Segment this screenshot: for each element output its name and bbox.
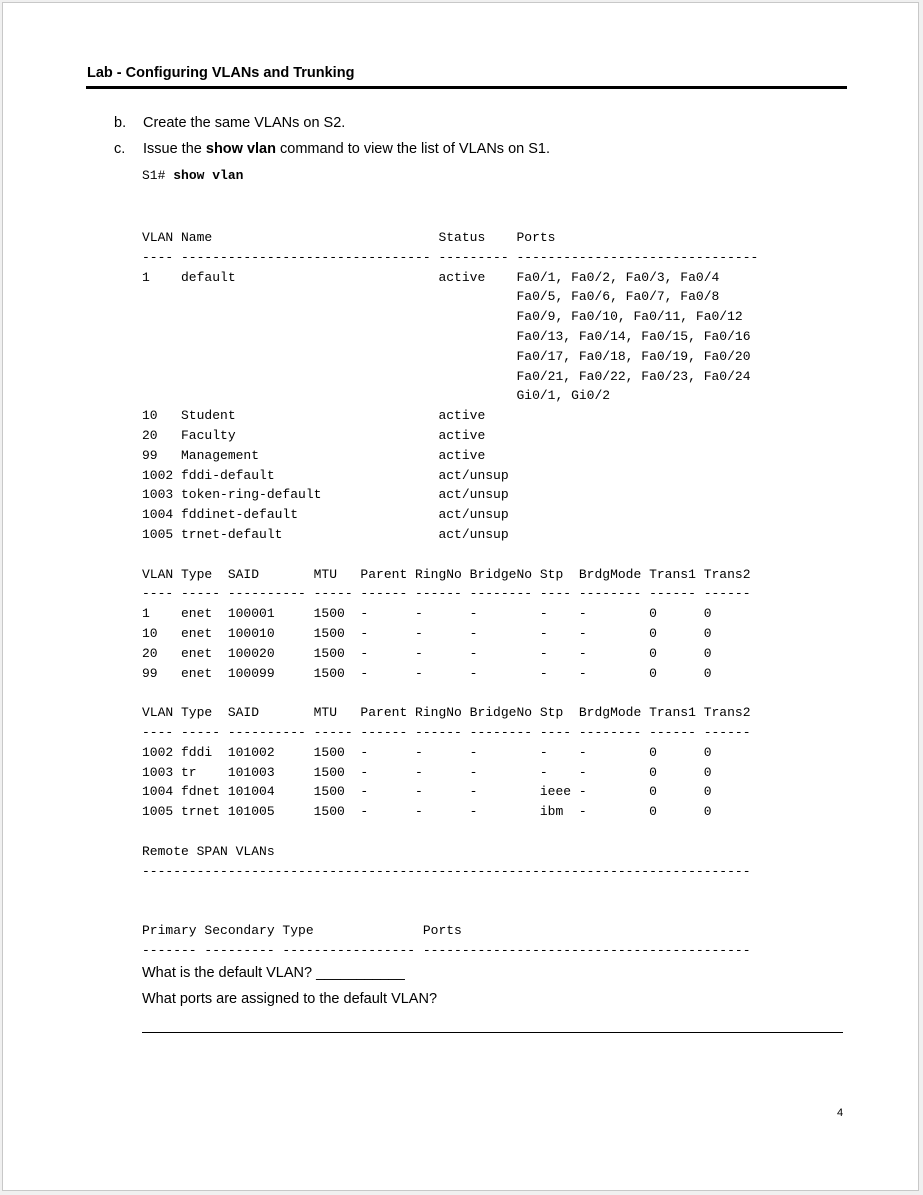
question-default-vlan: What is the default VLAN? ___________: [142, 965, 405, 981]
command-line: [142, 168, 243, 183]
output-line: 1 default active Fa0/1, Fa0/2, Fa0/3, Fa0/4: [142, 269, 720, 285]
step-b-text: Create the same VLANs on S2.: [143, 115, 346, 131]
output-line: 99 Management active: [142, 447, 486, 463]
command-prompt: S1#: [142, 168, 174, 183]
header-rule: [86, 86, 847, 89]
output-line: 20 enet 100020 1500 - - - - - 0 0: [142, 645, 712, 661]
output-line: Remote SPAN VLANs: [142, 843, 275, 859]
output-line: 1002 fddi 101002 1500 - - - - - 0 0: [142, 744, 712, 760]
output-line: 1005 trnet-default act/unsup: [142, 526, 509, 542]
output-line: VLAN Type SAID MTU Parent RingNo BridgeNo Stp BrdgMode Trans1 Trans2: [142, 566, 751, 582]
step-c-text: [143, 141, 550, 157]
output-line: Fa0/9, Fa0/10, Fa0/11, Fa0/12: [142, 309, 743, 325]
output-line: 1002 fddi-default act/unsup: [142, 467, 509, 483]
page-number: 4: [837, 1107, 844, 1119]
question-default-vlan-ports: What ports are assigned to the default VLAN?: [142, 991, 438, 1007]
command-text: show vlan: [173, 168, 244, 183]
step-c-text-after: command to view the list of VLANs on S1.: [275, 141, 550, 157]
output-line: 1003 token-ring-default act/unsup: [142, 487, 509, 503]
step-c-letter: c.: [114, 141, 126, 157]
output-line: ------- --------- ----------------- ------------------------------------------: [142, 942, 751, 958]
output-line: VLAN Name Status Ports: [142, 230, 556, 245]
output-line: 10 enet 100010 1500 - - - - - 0 0: [142, 625, 712, 641]
answer-line: [142, 1032, 843, 1033]
output-line: 99 enet 100099 1500 - - - - - 0 0: [142, 665, 712, 681]
output-line: 1003 tr 101003 1500 - - - - - 0 0: [142, 764, 712, 780]
output-line: Fa0/17, Fa0/18, Fa0/19, Fa0/20: [142, 348, 751, 364]
output-line: 20 Faculty active: [142, 427, 486, 443]
document-page: [2, 2, 919, 1191]
output-line: Primary Secondary Type Ports: [142, 922, 462, 938]
output-line: Fa0/5, Fa0/6, Fa0/7, Fa0/8: [142, 289, 720, 305]
output-line: Fa0/21, Fa0/22, Fa0/23, Fa0/24: [142, 368, 751, 384]
output-line: Gi0/1, Gi0/2: [142, 388, 611, 404]
output-line: 1004 fdnet 101004 1500 - - - ieee - 0 0: [142, 784, 712, 800]
output-line: 1005 trnet 101005 1500 - - - ibm - 0 0: [142, 804, 712, 820]
output-line: Fa0/13, Fa0/14, Fa0/15, Fa0/16: [142, 328, 751, 344]
output-line: VLAN Type SAID MTU Parent RingNo BridgeNo Stp BrdgMode Trans1 Trans2: [142, 705, 751, 721]
output-line: 1004 fddinet-default act/unsup: [142, 507, 509, 523]
page-header-title: Lab - Configuring VLANs and Trunking: [87, 65, 355, 81]
output-line: 10 Student active: [142, 408, 486, 424]
output-line: 1 enet 100001 1500 - - - - - 0 0: [142, 606, 712, 622]
step-c-command-name: show vlan: [205, 141, 276, 157]
output-line: ------------------------------------------------------------------------------: [142, 863, 751, 879]
step-c-text-before: Issue the: [143, 141, 206, 157]
output-line: ---- -------------------------------- --------- -------------------------------: [142, 249, 759, 265]
output-line: ---- ----- ---------- ----- ------ ------ -------- ---- -------- ------ ------: [142, 586, 751, 602]
step-b-letter: b.: [114, 115, 127, 131]
command-output: [142, 228, 758, 960]
output-line: ---- ----- ---------- ----- ------ ------ -------- ---- -------- ------ ------: [142, 724, 751, 740]
